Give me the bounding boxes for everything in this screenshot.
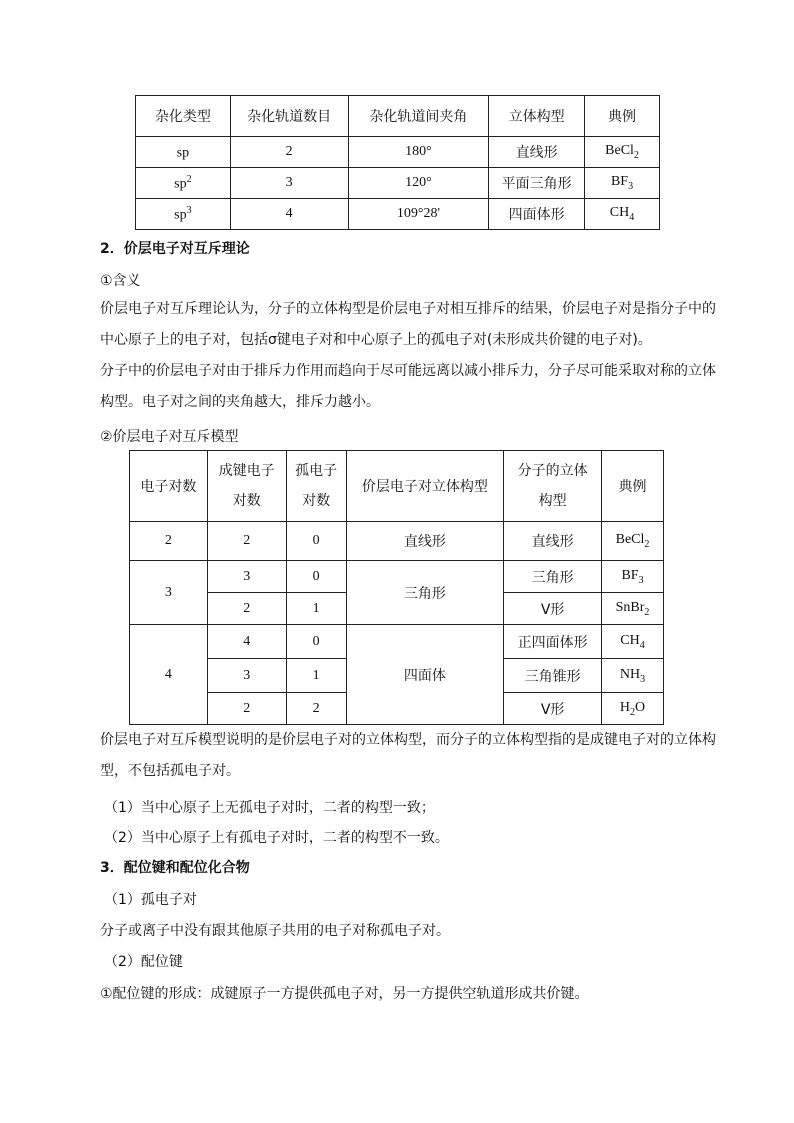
cell-angle: 109°28' <box>348 199 489 230</box>
cell-vsepr: 四面体 <box>346 625 504 725</box>
section-2-title: 2．价层电子对互斥理论 <box>100 241 250 257</box>
cell-shape: 四面体形 <box>489 199 585 230</box>
cell-bonding: 4 <box>207 625 286 659</box>
paragraph: 分子中的价层电子对由于排斥力作用而趋向于尽可能远离以减小排斥力，分子尽可能采取对称的立体构型。电子对之间的夹角越大，排斥力越小。 <box>100 363 716 410</box>
cell-bonding: 2 <box>207 593 286 625</box>
cell-type: sp <box>136 137 231 168</box>
paragraph: 价层电子对互斥理论认为，分子的立体构型是价层电子对相互排斥的结果，价层电子对是指分子中的中心原子上的电子对，包括σ键电子对和中心原子上的孤电子对(未形成共价键的电子对)。 <box>100 301 716 348</box>
header-cell: 电子对数 <box>130 451 208 522</box>
header-cell: 孤电子对数 <box>286 451 346 522</box>
cell-shape: 平面三角形 <box>489 168 585 199</box>
list-item: （2）配位键 <box>104 954 183 970</box>
subheading-model: ②价层电子对互斥模型 <box>100 429 239 445</box>
cell-shape: 三角形 <box>504 561 602 593</box>
header-cell: 立体构型 <box>489 96 585 137</box>
header-cell: 杂化轨道数目 <box>230 96 348 137</box>
vsepr-table <box>129 450 664 725</box>
cell-count: 2 <box>230 137 348 168</box>
cell-angle: 180° <box>348 137 489 168</box>
subheading-meaning: ①含义 <box>100 273 141 289</box>
cell-pairs: 3 <box>130 561 208 625</box>
table-row <box>136 168 660 199</box>
cell-example: $NH_3$ <box>602 659 664 693</box>
cell-shape: 直线形 <box>489 137 585 168</box>
table-row <box>136 137 660 168</box>
cell-count: 4 <box>230 199 348 230</box>
cell-pairs: 4 <box>130 625 208 725</box>
list-item: （1）孤电子对 <box>104 892 197 908</box>
table-header-row <box>136 96 660 137</box>
cell-lone: 0 <box>286 625 346 659</box>
cell-shape: V形 <box>504 593 602 625</box>
header-cell: 成键电子对数 <box>207 451 286 522</box>
cell-lone: 1 <box>286 593 346 625</box>
cell-type: $sp^2$ <box>136 168 231 199</box>
cell-shape: 三角锥形 <box>504 659 602 693</box>
section-3-title: 3．配位键和配位化合物 <box>100 860 250 876</box>
cell-type: $sp^3$ <box>136 199 231 230</box>
paragraph: ①配位键的形成：成键原子一方提供孤电子对，另一方提供空轨道形成共价键。 <box>100 986 589 1002</box>
cell-lone: 0 <box>286 561 346 593</box>
cell-angle: 120° <box>348 168 489 199</box>
cell-bonding: 3 <box>207 659 286 693</box>
header-cell: 分子的立体构型 <box>504 451 602 522</box>
cell-example: $CH_4$ <box>602 625 664 659</box>
cell-example: $CH_4$ <box>585 199 660 230</box>
cell-lone: 1 <box>286 659 346 693</box>
table-row <box>130 561 664 593</box>
cell-bonding: 2 <box>207 693 286 725</box>
table-row <box>130 522 664 561</box>
paragraph: 价层电子对互斥模型说明的是价层电子对的立体构型，而分子的立体构型指的是成键电子对的立体构型，不包括孤电子对。 <box>100 732 716 779</box>
cell-example: BeCl$_2$ <box>585 137 660 168</box>
cell-shape: 正四面体形 <box>504 625 602 659</box>
cell-lone: 0 <box>286 522 346 561</box>
table-row <box>136 199 660 230</box>
cell-pairs: 2 <box>130 522 208 561</box>
table-row <box>130 625 664 659</box>
cell-count: 3 <box>230 168 348 199</box>
cell-bonding: 3 <box>207 561 286 593</box>
header-cell: 杂化轨道间夹角 <box>348 96 489 137</box>
cell-vsepr: 直线形 <box>346 522 504 561</box>
header-cell: 价层电子对立体构型 <box>346 451 504 522</box>
cell-example: $BF_3$ <box>585 168 660 199</box>
cell-example: $BF_3$ <box>602 561 664 593</box>
cell-example: SnBr$_2$ <box>602 593 664 625</box>
cell-example: BeCl$_2$ <box>602 522 664 561</box>
header-cell: 典例 <box>602 451 664 522</box>
header-cell: 典例 <box>585 96 660 137</box>
cell-shape: V形 <box>504 693 602 725</box>
paragraph: 分子或离子中没有跟其他原子共用的电子对称孤电子对。 <box>100 923 450 939</box>
cell-shape: 直线形 <box>504 522 602 561</box>
hybridization-table <box>135 95 660 230</box>
cell-example: $H_2O$ <box>602 693 664 725</box>
table-header-row <box>130 451 664 522</box>
header-cell: 杂化类型 <box>136 96 231 137</box>
cell-bonding: 2 <box>207 522 286 561</box>
list-item: （2）当中心原子上有孤电子对时，二者的构型不一致。 <box>104 830 449 846</box>
cell-lone: 2 <box>286 693 346 725</box>
list-item: （1）当中心原子上无孤电子对时，二者的构型一致； <box>104 800 435 816</box>
cell-vsepr: 三角形 <box>346 561 504 625</box>
